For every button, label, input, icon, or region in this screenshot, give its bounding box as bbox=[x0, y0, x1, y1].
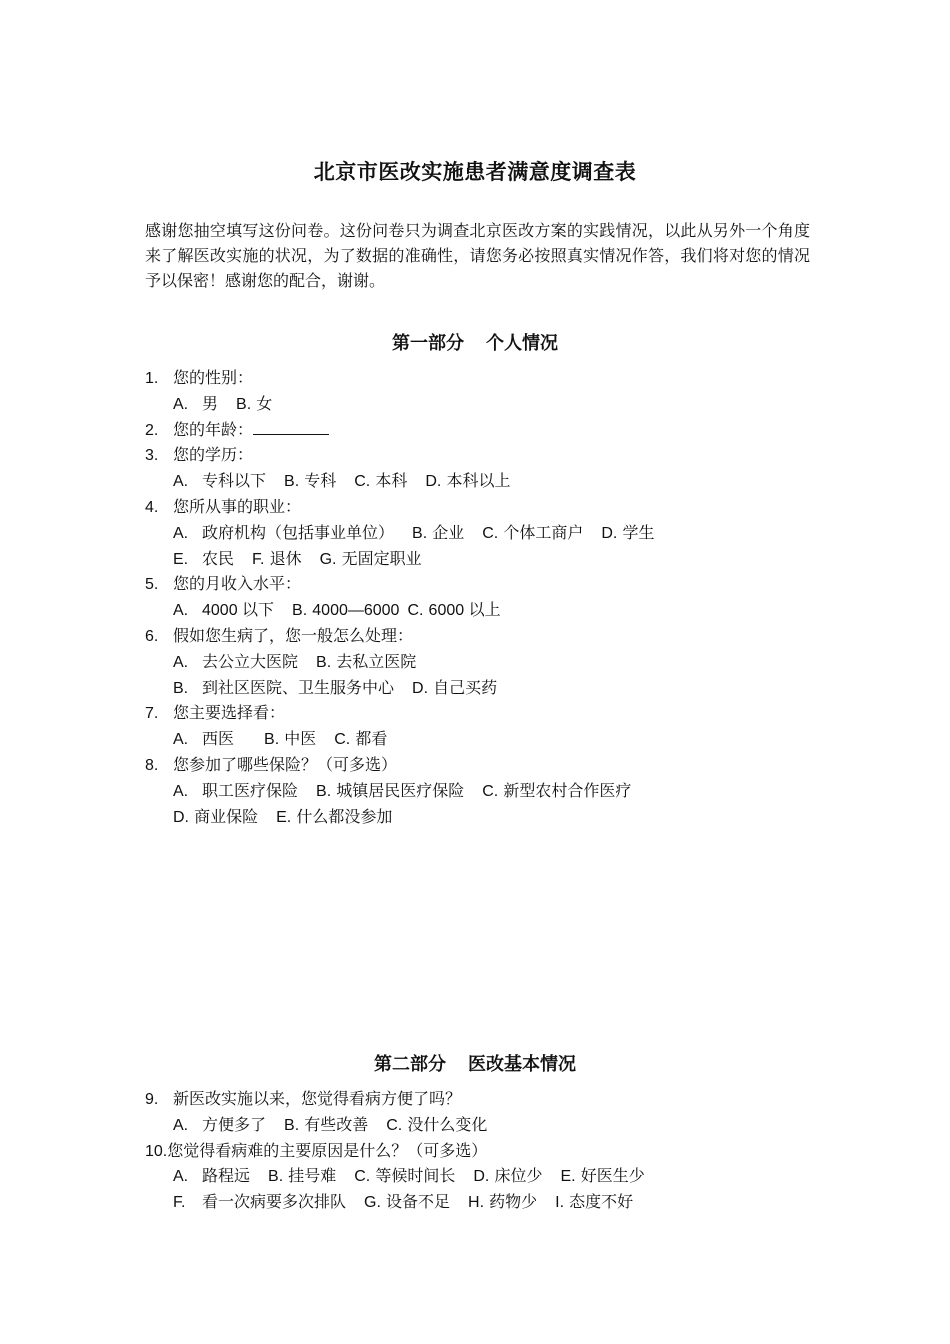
option[interactable]: B. 挂号难 bbox=[268, 1166, 337, 1186]
option[interactable]: B. 有些改善 bbox=[284, 1114, 369, 1134]
option[interactable]: A. 专科以下 bbox=[173, 471, 267, 491]
option[interactable]: C. 等候时间长 bbox=[354, 1166, 456, 1186]
option[interactable]: D. 学生 bbox=[601, 522, 655, 542]
question-8-options bbox=[145, 779, 825, 805]
question-5: 5. 您的月收入水平： bbox=[145, 574, 302, 594]
option[interactable]: A. 去公立大医院 bbox=[173, 651, 299, 671]
option[interactable]: G. 无固定职业 bbox=[319, 548, 422, 568]
question-4-options bbox=[145, 521, 825, 547]
part2-questions bbox=[145, 1087, 825, 1216]
option[interactable]: G. 设备不足 bbox=[364, 1192, 451, 1212]
option[interactable]: C. 6000 以上 bbox=[407, 602, 501, 620]
option[interactable]: B. 中医 bbox=[264, 729, 317, 749]
question-8-options-row2 bbox=[145, 805, 825, 831]
question-8: 8. 您参加了哪些保险？（可多选） bbox=[145, 754, 398, 774]
option[interactable]: A. 政府机构（包括事业单位） bbox=[173, 522, 395, 542]
option[interactable]: A. 男 bbox=[173, 393, 219, 413]
question-9: 9. 新医改实施以来，您觉得看病方便了吗？ bbox=[145, 1089, 462, 1108]
part1-questions bbox=[145, 366, 825, 830]
question-10: 10.您觉得看病难的主要原因是什么？（可多选） bbox=[145, 1140, 488, 1160]
question-2: 2. 您的年龄： bbox=[145, 418, 825, 444]
option[interactable]: E. 什么都没参加 bbox=[276, 806, 393, 826]
question-7: 7. 您主要选择看： bbox=[145, 703, 286, 723]
option[interactable]: B. 女 bbox=[236, 393, 273, 413]
option[interactable]: D. 自己买药 bbox=[412, 677, 498, 697]
option[interactable]: B. 4000—6000 bbox=[292, 602, 400, 620]
option[interactable]: A. 路程远 bbox=[173, 1166, 251, 1186]
option[interactable]: B. 城镇居民医疗保险 bbox=[316, 780, 465, 800]
option[interactable]: C. 本科 bbox=[354, 471, 408, 491]
option[interactable]: A. 职工医疗保险 bbox=[173, 780, 299, 800]
question-6-options-row2 bbox=[145, 676, 825, 702]
option[interactable]: E. 农民 bbox=[173, 548, 235, 568]
option[interactable]: A. 4000 以下 bbox=[173, 602, 275, 620]
question-6-options bbox=[145, 650, 825, 676]
question-10-options-row2 bbox=[145, 1190, 825, 1216]
option[interactable]: F. 看一次病要多次排队 bbox=[173, 1192, 347, 1212]
option[interactable]: B. 到社区医院、卫生服务中心 bbox=[173, 677, 395, 697]
option[interactable]: E. 好医生少 bbox=[560, 1166, 645, 1186]
option[interactable]: C. 都看 bbox=[334, 729, 388, 749]
question-3: 3. 您的学历： bbox=[145, 445, 254, 465]
part1-heading-label: 第一部分 bbox=[392, 333, 464, 354]
question-5-options bbox=[145, 598, 825, 624]
question-7-options bbox=[145, 727, 825, 753]
age-blank-field[interactable] bbox=[253, 419, 329, 435]
option[interactable]: H. 药物少 bbox=[468, 1192, 538, 1212]
part2-heading-label: 第二部分 bbox=[374, 1054, 446, 1075]
option[interactable]: C. 新型农村合作医疗 bbox=[482, 780, 632, 800]
question-3-options bbox=[145, 469, 825, 495]
option[interactable]: C. 没什么变化 bbox=[386, 1114, 488, 1134]
question-1: 1. 您的性别： bbox=[145, 368, 254, 387]
part2-heading-title: 医改基本情况 bbox=[468, 1054, 576, 1075]
question-4-options-row2 bbox=[145, 547, 825, 573]
question-9-options bbox=[145, 1113, 825, 1139]
option[interactable]: A. 西医 bbox=[173, 729, 235, 749]
option[interactable]: D. 床位少 bbox=[473, 1166, 543, 1186]
part1-heading-title: 个人情况 bbox=[486, 333, 558, 354]
part2-heading bbox=[0, 1050, 950, 1076]
part1-heading bbox=[0, 329, 950, 355]
option[interactable]: A. 方便多了 bbox=[173, 1114, 267, 1134]
question-6: 6. 假如您生病了，您一般怎么处理： bbox=[145, 625, 414, 645]
option[interactable]: C. 个体工商户 bbox=[482, 522, 584, 542]
question-4: 4. 您所从事的职业： bbox=[145, 496, 302, 516]
question-10-options bbox=[145, 1164, 825, 1190]
option[interactable]: I. 态度不好 bbox=[555, 1192, 634, 1212]
option[interactable]: B. 企业 bbox=[412, 522, 465, 542]
option[interactable]: F. 退休 bbox=[252, 548, 302, 568]
intro-paragraph: 感谢您抽空填写这份问卷。这份问卷只为调查北京医改方案的实践情况，以此从另外一个角度来了解医改实施的状况，为了数据的准确性，请您务必按照真实情况作答，我们将对您的情况予以保密！感谢您的配合，谢谢。 bbox=[145, 221, 810, 290]
option[interactable]: B. 专科 bbox=[284, 471, 337, 491]
option[interactable]: B. 去私立医院 bbox=[316, 651, 417, 671]
question-1-options bbox=[145, 392, 825, 418]
option[interactable]: D. 商业保险 bbox=[173, 806, 259, 826]
document-title: 北京市医改实施患者满意度调查表 bbox=[313, 159, 637, 184]
option[interactable]: D. 本科以上 bbox=[425, 471, 511, 491]
